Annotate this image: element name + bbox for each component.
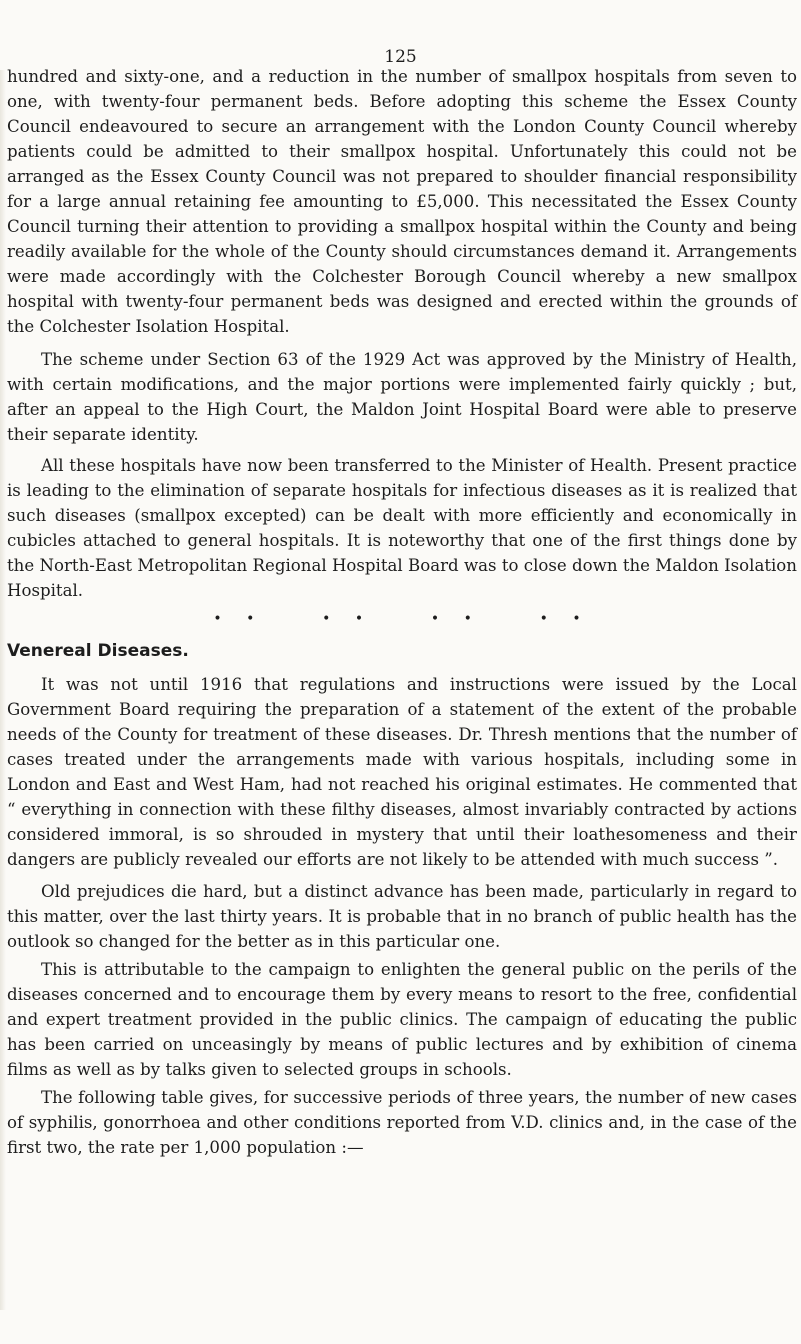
paragraph: This is attributable to the campaign to enlighten the general public on the perils of the diseases concerned and to encourage them by every means to resort to the free, confidential and expert treatment provided in the public clinics. The campaign of educating the public has been carried on unceasingly by means of public lectures and by exhibition of cinema films as well as by talks given to selected groups in schools. [7, 960, 797, 1079]
paragraph: The scheme under Section 63 of the 1929 Act was approved by the Ministry of Health, with certain modifications, and the major portions were implemented fairly quickly ; but, after an appeal to the High Court, the Maldon Joint Hospital Board were able to preserve their separate identity. [7, 350, 797, 444]
section-separator-dots: • • • • • • • • [213, 611, 591, 627]
paragraph: The following table gives, for successive periods of three years, the number of new cases of syphilis, gonorrhoea and other conditions reported from V.D. clinics and, in the case of the first two, the rate per 1,000 population :— [7, 1088, 797, 1157]
scan-edge-shadow [0, 70, 6, 1310]
paragraph: It was not until 1916 that regulations and instructions were issued by the Local Government Board requiring the preparation of a statement of the extent of the probable needs of the County for treatment of these diseases. Dr. Thresh mentions that the number of cases treated under the arrangements made with various hospitals, including some in London and East and West Ham, had not reached his original estimates. He commented that “ everything in connection with these filthy diseases, almost invariably contracted by actions considered immoral, is so shrouded in mystery that until their loathesomeness and their dangers are publicly revealed our efforts are not likely to be attended with much success ”. [7, 675, 797, 869]
section-heading: Venereal Diseases. [7, 641, 189, 661]
body-text [7, 64, 797, 1160]
paragraph: Old prejudices die hard, but a distinct advance has been made, particularly in regard to this matter, over the last thirty years. It is probable that in no branch of public health has the outlook so changed for the better as in this particular one. [7, 882, 797, 951]
paragraph: hundred and sixty-one, and a reduction in the number of smallpox hospitals from seven to one, with twenty-four permanent beds. Before adopting this scheme the Essex County Council endeavoured to secure an arrangement with the London County Council whereby patients could be admitted to their smallpox hospital. Unfortunately this could not be arranged as the Essex County Council was not prepared to shoulder financial responsibility for a large annual retaining fee amounting to £5,000. This necessitated the Essex County Council turning their attention to providing a smallpox hospital within the County and being readily available for the whole of the County should circumstances demand it. Arrangements were made accordingly with the Colchester Borough Council whereby a new smallpox hospital with twenty-four permanent beds was designed and erected within the grounds of the Colchester Isolation Hospital. [7, 67, 797, 336]
paragraph: All these hospitals have now been transferred to the Minister of Health. Present practice is leading to the elimination of separate hospitals for infectious diseases as it is realized that such diseases (smallpox excepted) can be dealt with more efficiently and economically in cubicles attached to general hospitals. It is noteworthy that one of the first things done by the North-East Metropolitan Regional Hospital Board was to close down the Maldon Isolation Hospital. [7, 456, 797, 600]
page-number: 125 [384, 47, 417, 67]
